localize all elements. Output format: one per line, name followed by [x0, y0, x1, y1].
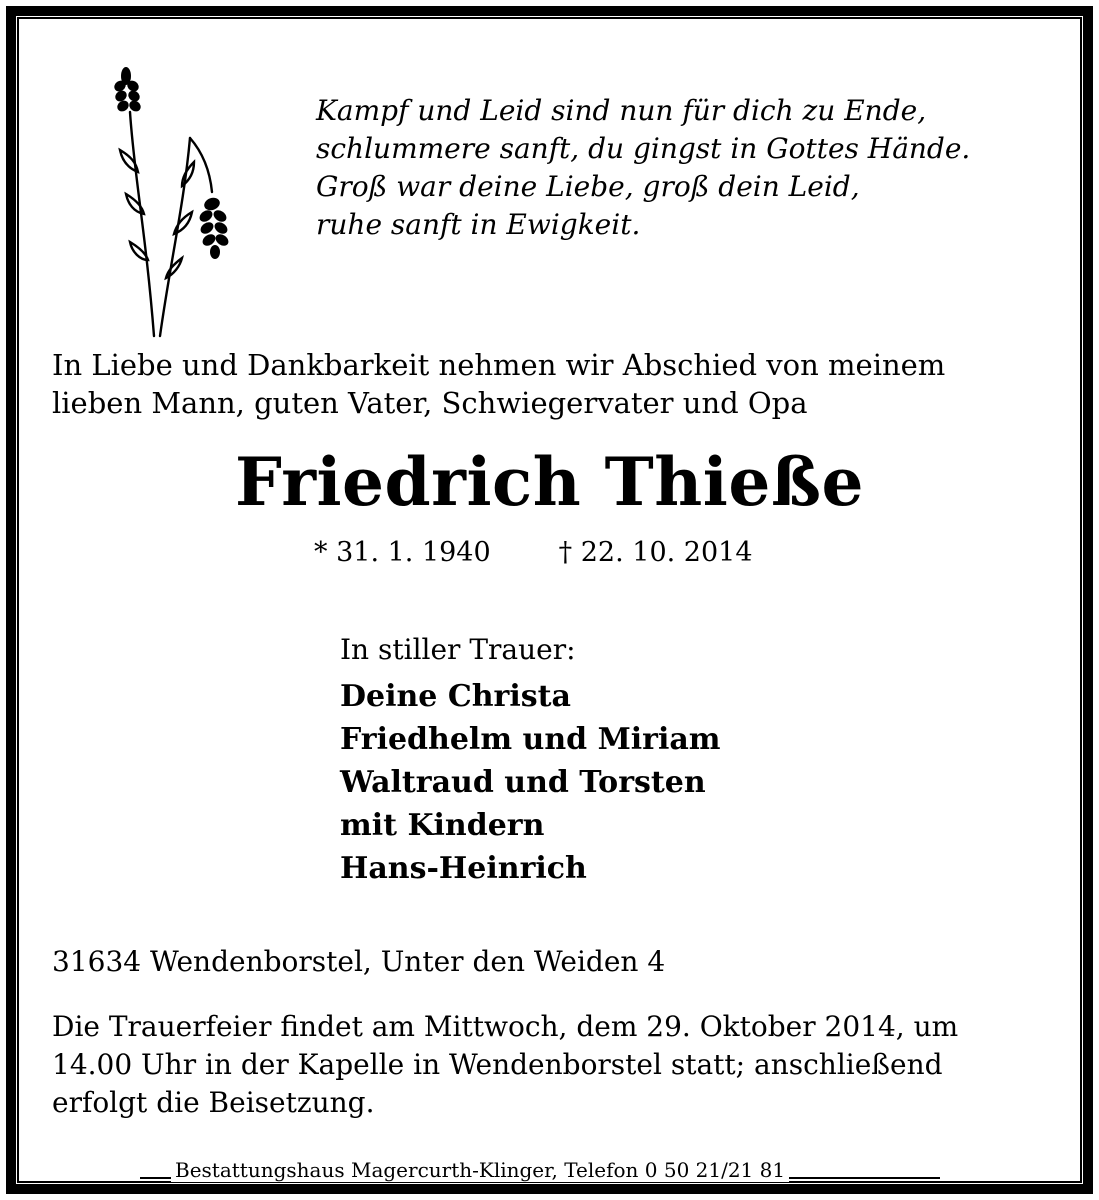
intro-line: lieben Mann, guten Vater, Schwiegervater und Opa: [52, 386, 808, 420]
poem-line: ruhe sanft in Ewigkeit.: [316, 208, 641, 241]
poem-line: Groß war deine Liebe, groß dein Leid,: [316, 170, 860, 203]
mourner-name: mit Kindern: [340, 808, 545, 843]
mourner-name: Friedhelm und Miriam: [340, 722, 721, 757]
mourners-list: [340, 675, 721, 890]
funeral-home-footer: [140, 1154, 940, 1184]
mourner-name: Waltraud und Torsten: [340, 765, 706, 800]
mourner-name: Hans-Heinrich: [340, 851, 587, 886]
life-dates: [314, 535, 753, 571]
funeral-home-contact: Bestattungshaus Magercurth-Klinger, Telefon 0 50 21/21 81: [171, 1158, 789, 1182]
ceremony-line: 14.00 Uhr in der Kapelle in Wendenborstel statt; anschließend: [52, 1048, 943, 1081]
wheat-ears-icon: [100, 64, 240, 340]
farewell-intro: [52, 346, 1062, 422]
death-date: † 22. 10. 2014: [558, 537, 753, 568]
birth-date: * 31. 1. 1940: [314, 537, 491, 568]
mourner-name: Deine Christa: [340, 679, 571, 714]
intro-line: In Liebe und Dankbarkeit nehmen wir Abschied von meinem: [52, 348, 946, 382]
poem-line: schlummere sanft, du gingst in Gottes Hände.: [316, 132, 971, 165]
ceremony-line: Die Trauerfeier findet am Mittwoch, dem 29. Oktober 2014, um: [52, 1010, 959, 1043]
poem: [316, 92, 1056, 244]
deceased-name: Friedrich Thieße: [235, 443, 864, 521]
poem-line: Kampf und Leid sind nun für dich zu Ende,: [316, 94, 927, 127]
ceremony-line: erfolgt die Beisetzung.: [52, 1086, 375, 1119]
mourners-title: In stiller Trauer:: [340, 633, 576, 666]
address: 31634 Wendenborstel, Unter den Weiden 4: [52, 945, 666, 978]
ceremony-info: [52, 1008, 1062, 1122]
